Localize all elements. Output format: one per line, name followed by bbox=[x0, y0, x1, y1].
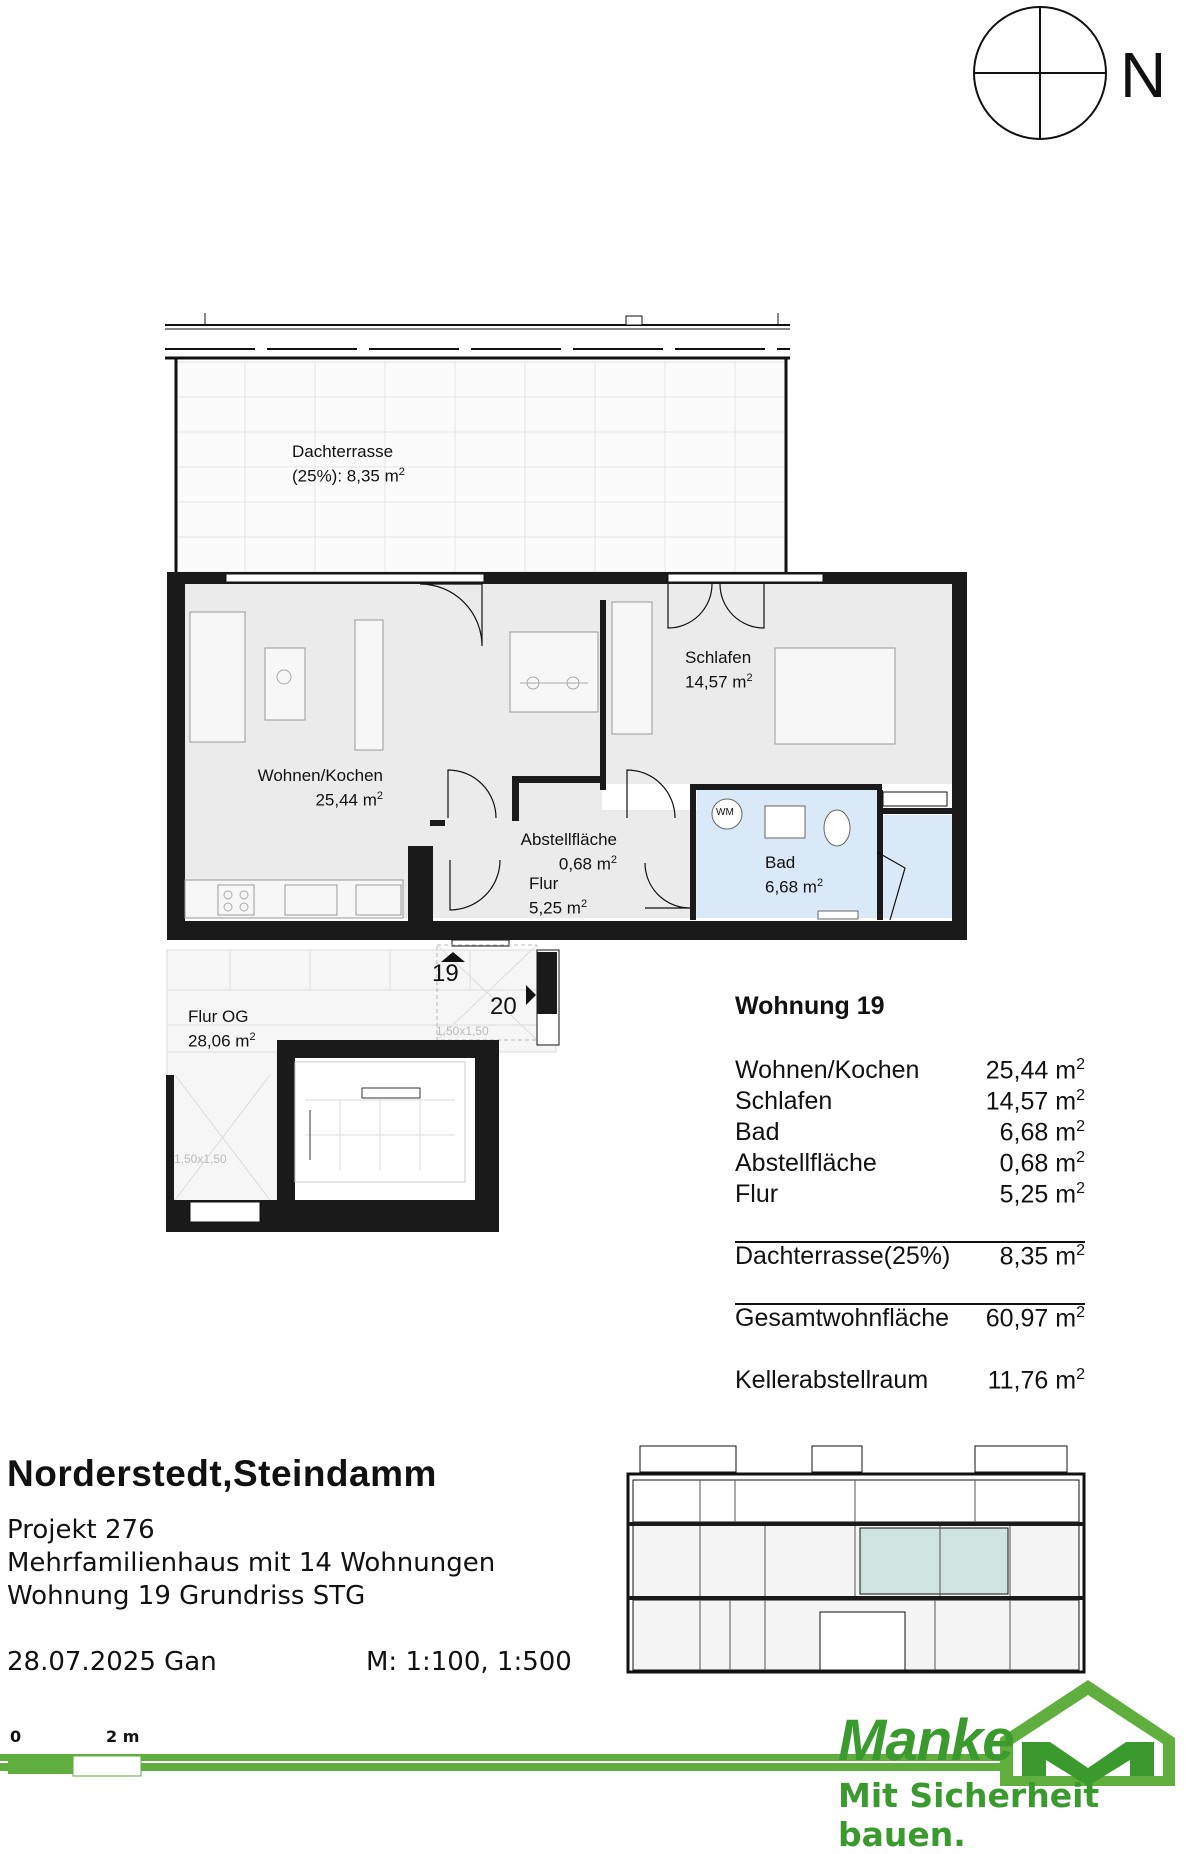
scale-end: 2 m bbox=[106, 1727, 140, 1746]
overview-plan bbox=[628, 1446, 1084, 1672]
unit-number-19: 19 bbox=[432, 960, 459, 987]
washing-machine-label: WM bbox=[716, 807, 734, 818]
project-description: Mehrfamilienhaus mit 14 Wohnungen bbox=[7, 1548, 496, 1578]
summary-row: Bad 6,68 $m^2$ bbox=[735, 1118, 1085, 1147]
project-date: 28.07.2025 Gan bbox=[7, 1647, 217, 1677]
summary-row: Schlafen 14,57 $m^2$ bbox=[735, 1087, 1085, 1116]
scale-start: 0 bbox=[10, 1727, 22, 1746]
brand-tagline: Mit Sicherheit bauen. bbox=[838, 1776, 1100, 1854]
room-label-schlafen: Schlafen 14,57 $m^2$ bbox=[685, 648, 753, 692]
unit-number-20: 20 bbox=[490, 993, 517, 1020]
north-letter: N bbox=[1120, 39, 1167, 111]
stair-landing bbox=[166, 945, 559, 1232]
project-scale: M: 1:100, 1:500 bbox=[366, 1647, 572, 1677]
project-title: Norderstedt,Steindamm bbox=[7, 1453, 437, 1494]
project-plan-name: Wohnung 19 Grundriss STG bbox=[7, 1581, 366, 1611]
summary-row: Flur 5,25 $m^2$ bbox=[735, 1180, 1085, 1209]
summary-row: Wohnen/Kochen 25,44 $m^2$ bbox=[735, 1056, 1085, 1085]
summary-title: Wohnung 19 bbox=[735, 992, 885, 1020]
project-number: Projekt 276 bbox=[7, 1515, 155, 1545]
room-label-bad: Bad 6,68 $m^2$ bbox=[765, 853, 824, 897]
summary-terrace: Dachterrasse(25%) 8,35 $m^2$ bbox=[735, 1242, 1085, 1271]
window-size-label: 1,50x1,50 bbox=[436, 1024, 489, 1038]
window-size-label: 1,50x1,50 bbox=[174, 1152, 227, 1166]
brand-name: Manke bbox=[838, 1708, 1014, 1773]
room-label-dachterrasse: Dachterrasse (25%): 8,35 $m^2$ bbox=[292, 442, 405, 486]
room-label-flur: Flur 5,25 $m^2$ bbox=[529, 874, 588, 918]
compass-icon bbox=[974, 7, 1106, 139]
room-label-abstell: Abstellfläche 0,68 $m^2$ bbox=[520, 830, 617, 874]
summary-total: Gesamtwohnfläche 60,97 $m^2$ bbox=[735, 1304, 1085, 1333]
roof-terrace bbox=[165, 313, 790, 572]
summary-cellar: Kellerabstellraum 11,76 $m^2$ bbox=[735, 1366, 1085, 1395]
room-label-wohnen: Wohnen/Kochen 25,44 $m^2$ bbox=[257, 766, 383, 810]
summary-row: Abstellfläche 0,68 $m^2$ bbox=[735, 1149, 1085, 1178]
manke-logo-icon bbox=[1000, 1680, 1175, 1786]
room-label-flurog: Flur OG 28,06 $m^2$ bbox=[188, 1007, 256, 1051]
